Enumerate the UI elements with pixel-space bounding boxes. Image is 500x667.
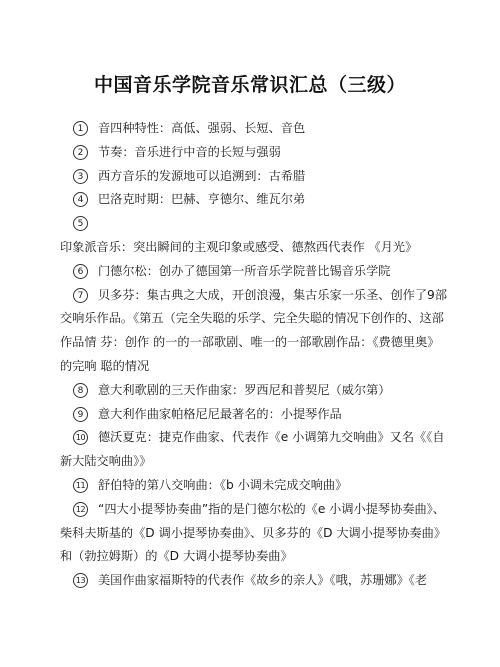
item-text: 意大利歌剧的三天作曲家：罗西尼和普契尼（威尔第） [98,382,391,397]
item-text: 音四种特性：高低、强弱、长短、音色 [98,121,306,135]
knowledge-list [60,117,450,593]
item-text: 节奏：音乐进行中音的长短与强弱 [98,144,281,159]
list-item [60,284,450,379]
item-text: 意大利作曲家帕格尼尼最著名的：小提琴作品 [98,406,342,421]
item-number: 7 [73,288,88,303]
item-number: 1 [73,121,88,136]
item-text: “四大小提琴协奏曲”指的是门德尔松的《e 小调小提琴协奏曲》、柴科夫斯基的《D 调小提琴协奏曲》、贝多芬的《D 大调小提琴协奏曲》和（勃拉姆斯）的《D 大调小提琴协奏曲》 [60,501,447,564]
list-item [60,403,450,427]
list-item [60,117,450,141]
list-item [60,426,450,474]
item-text: 西方音乐的发源地可以追溯到：古希腊 [98,168,306,183]
item-text: 印象派音乐：突出瞬间的主观印象或感受、德熬西代表作 《月光》 [60,239,418,254]
item-number: 10 [73,430,88,445]
item-number: 8 [73,383,88,398]
list-item [60,188,450,212]
list-item [60,498,450,569]
item-text: 巴洛克时期：巴赫、亨德尔、维瓦尔弟 [98,192,306,207]
list-item [60,212,450,260]
item-text: 美国作曲家福斯特的代表作《故乡的亲人》《哦，苏珊娜》《老 [98,573,428,588]
list-item [60,260,450,284]
list-item [60,141,450,165]
item-text: 贝多芬：集古典之大成，开创浪漫，集古乐家一乐圣、创作了9部交响乐作品。《第五（完全失聪的乐学、完全失聪的情况下创作的、这部作品情 芬：创作 的一的一部歌剧、唯一的一部歌剧作品：《费德里奥》的完响 聪的情况 [60,287,448,373]
item-number: 13 [73,573,88,588]
list-item [60,474,450,498]
item-text: 门德尔松：创办了德国第一所音乐学院普比锡音乐学院 [98,263,391,278]
item-number: 11 [73,478,88,493]
item-number: 5 [73,216,88,231]
document-title: 中国音乐学院音乐常识汇总（三级） [93,74,406,96]
item-number: 4 [73,192,88,207]
item-number: 6 [73,264,88,279]
item-number: 12 [73,502,88,517]
list-item [60,569,450,593]
item-text: 舒伯特的第八交响曲：《b 小调未完成交响曲》 [98,477,348,492]
item-number: 3 [73,169,88,184]
list-item [60,379,450,403]
item-text: 德沃夏克：捷克作曲家、代表作《e 小调第九交响曲》又名《《自新大陆交响曲》》 [60,430,445,469]
item-number: 9 [73,407,88,422]
list-item [60,165,450,189]
item-number: 2 [73,145,88,160]
